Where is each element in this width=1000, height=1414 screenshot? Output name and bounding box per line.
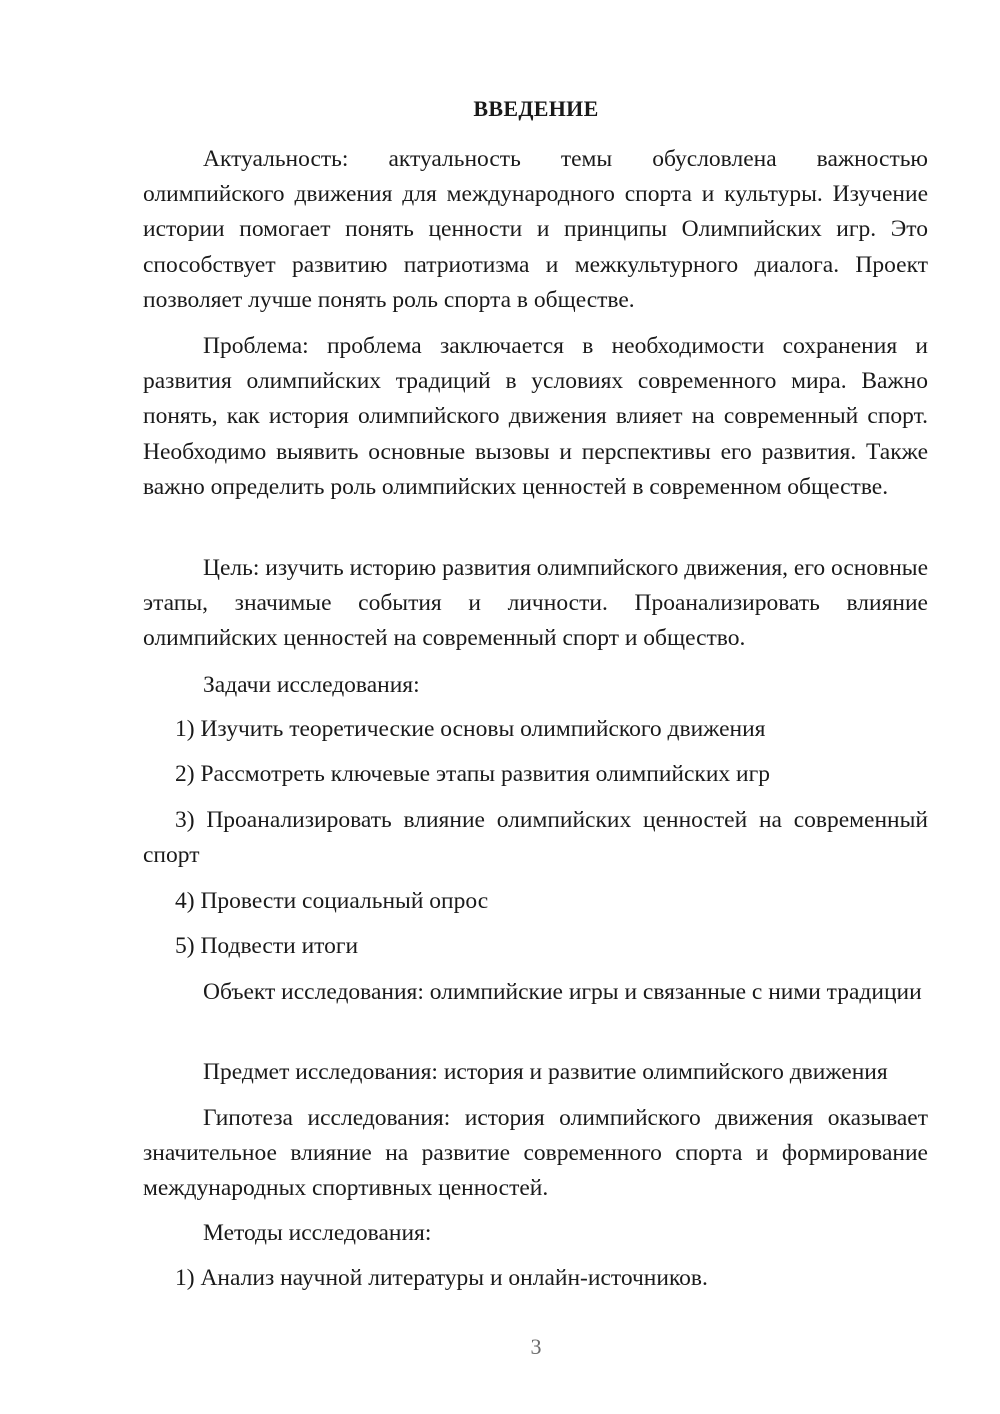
paragraph-subject: Предмет исследования: история и развитие олимпийского движения (203, 1059, 888, 1085)
task-item-2: 2) Рассмотреть ключевые этапы развития олимпийских игр (175, 761, 770, 787)
method-item-1: 1) Анализ научной литературы и онлайн-источников. (175, 1265, 708, 1291)
paragraph-goal: Цель: изучить историю развития олимпийского движения, его основные этапы, значимые события и личности. Проанализировать влияние олимпийских ценностей на современный спорт и общество. (143, 555, 928, 652)
paragraph-problem: Проблема: проблема заключается в необходимости сохранения и развития олимпийских традиций в условиях современного мира. Важно понять, как история олимпийского движения влияет на современный спорт. Необходимо выявить основные вызовы и перспективы его развития. Также важно определить роль олимпийских ценностей в современном обществе. (143, 333, 928, 500)
paragraph-hypothesis: Гипотеза исследования: история олимпийского движения оказывает значительное влияние на развитие современного спорта и формирование международных спортивных ценностей. (143, 1105, 928, 1202)
page-number: 3 (530, 1334, 542, 1359)
paragraph-relevance: Актуальность: актуальность темы обусловлена важностью олимпийского движения для международного спорта и культуры. Изучение истории помогает понять ценности и принципы Олимпийских игр. Это способствует развитию патриотизма и межкультурного диалога. Проект позволяет лучше понять роль спорта в обществе. (143, 146, 928, 313)
task-item-1: 1) Изучить теоретические основы олимпийского движения (175, 716, 766, 742)
paragraph-object: Объект исследования: олимпийские игры и связанные с ними традиции (203, 979, 922, 1005)
task-item-3: 3) Проанализировать влияние олимпийских ценностей на современный спорт (143, 807, 928, 869)
task-item-4: 4) Провести социальный опрос (175, 888, 489, 914)
task-item-5: 5) Подвести итоги (175, 933, 359, 959)
page-title: ВВЕДЕНИЕ (473, 96, 599, 121)
methods-heading: Методы исследования: (203, 1220, 432, 1246)
tasks-heading: Задачи исследования: (203, 672, 420, 698)
